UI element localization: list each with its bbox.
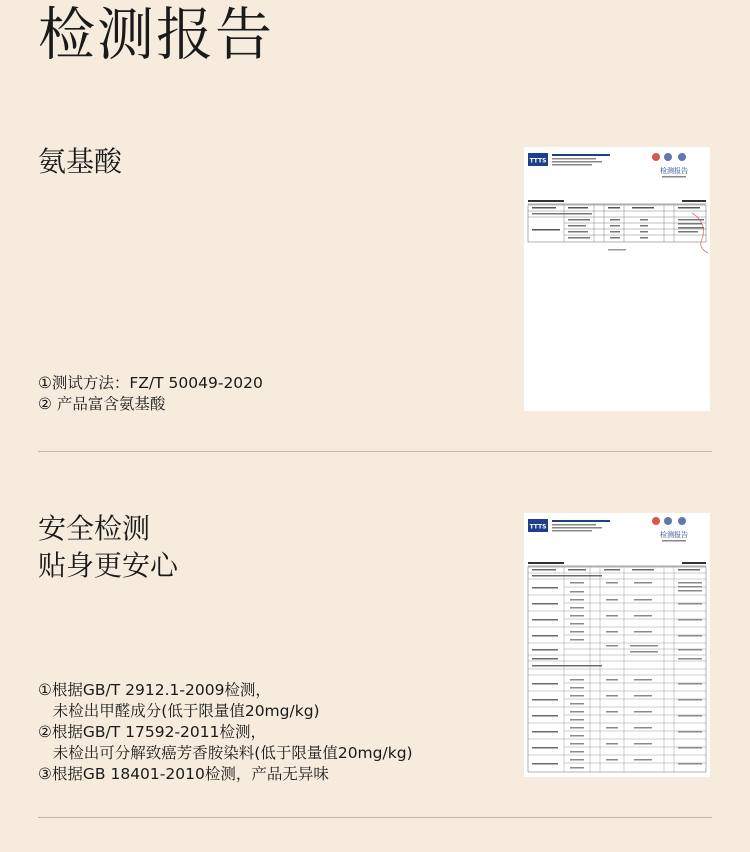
note-line: ② 产品富含氨基酸 [38,395,166,413]
section-heading-amino-acid: 氨基酸 [38,145,123,178]
amino-acid-notes [38,373,263,415]
svg-text:TTTS: TTTS [529,523,547,531]
section-heading-safety-line-1: 安全检测 [38,512,151,545]
safety-report-title: 检测报告 [660,531,688,539]
note-line: ①测试方法：FZ/T 50049-2020 [38,374,263,392]
svg-text:TTTS: TTTS [529,157,547,165]
safety-notes [38,680,413,785]
section-divider [38,451,712,452]
section-heading-safety-line-2: 贴身更安心 [38,549,179,582]
note-line: ②根据GB/T 17592-2011检测， [38,723,267,741]
note-line: ①根据GB/T 2912.1-2009检测， [38,681,271,699]
note-line: 未检出甲醛成分(低于限量值20mg/kg) [38,702,320,720]
amino-acid-report-title: 检测报告 [660,167,688,175]
page-title: 检测报告 [38,2,274,68]
note-line: 未检出可分解致癌芳香胺染料(低于限量值20mg/kg) [38,744,413,762]
section-divider [38,817,712,818]
amino-acid-report-image [524,147,710,411]
note-line: ③根据GB 18401-2010检测，产品无异味 [38,765,329,783]
safety-report-image [524,513,710,777]
